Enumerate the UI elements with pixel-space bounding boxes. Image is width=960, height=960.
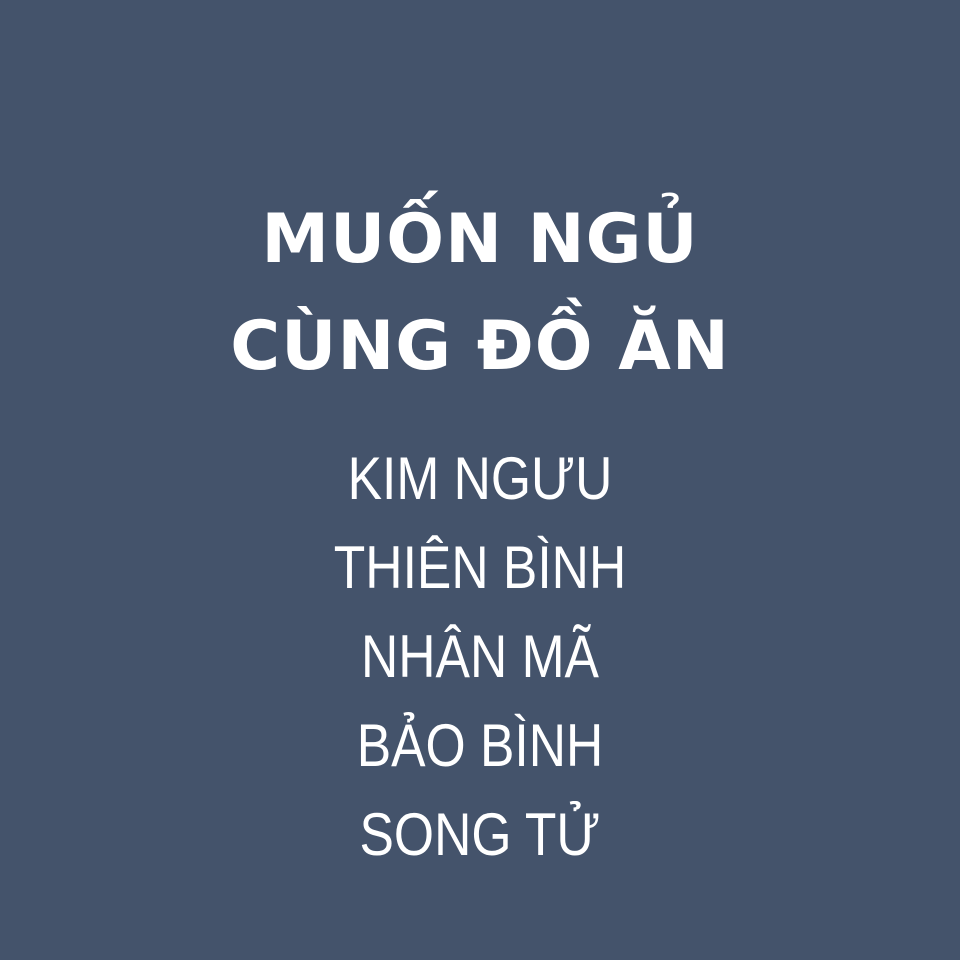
list-item: SONG TỬ (359, 801, 601, 868)
list-item: THIÊN BÌNH (333, 534, 627, 601)
headline-line-1: MUỐN NGỦ (261, 200, 699, 279)
list-item: KIM NGƯU (347, 445, 613, 512)
list-item: BẢO BÌNH (356, 712, 604, 779)
list-item: NHÂN MÃ (361, 623, 599, 690)
zodiac-list (0, 445, 960, 890)
headline-line-2: CÙNG ĐỒ ĂN (230, 307, 730, 386)
